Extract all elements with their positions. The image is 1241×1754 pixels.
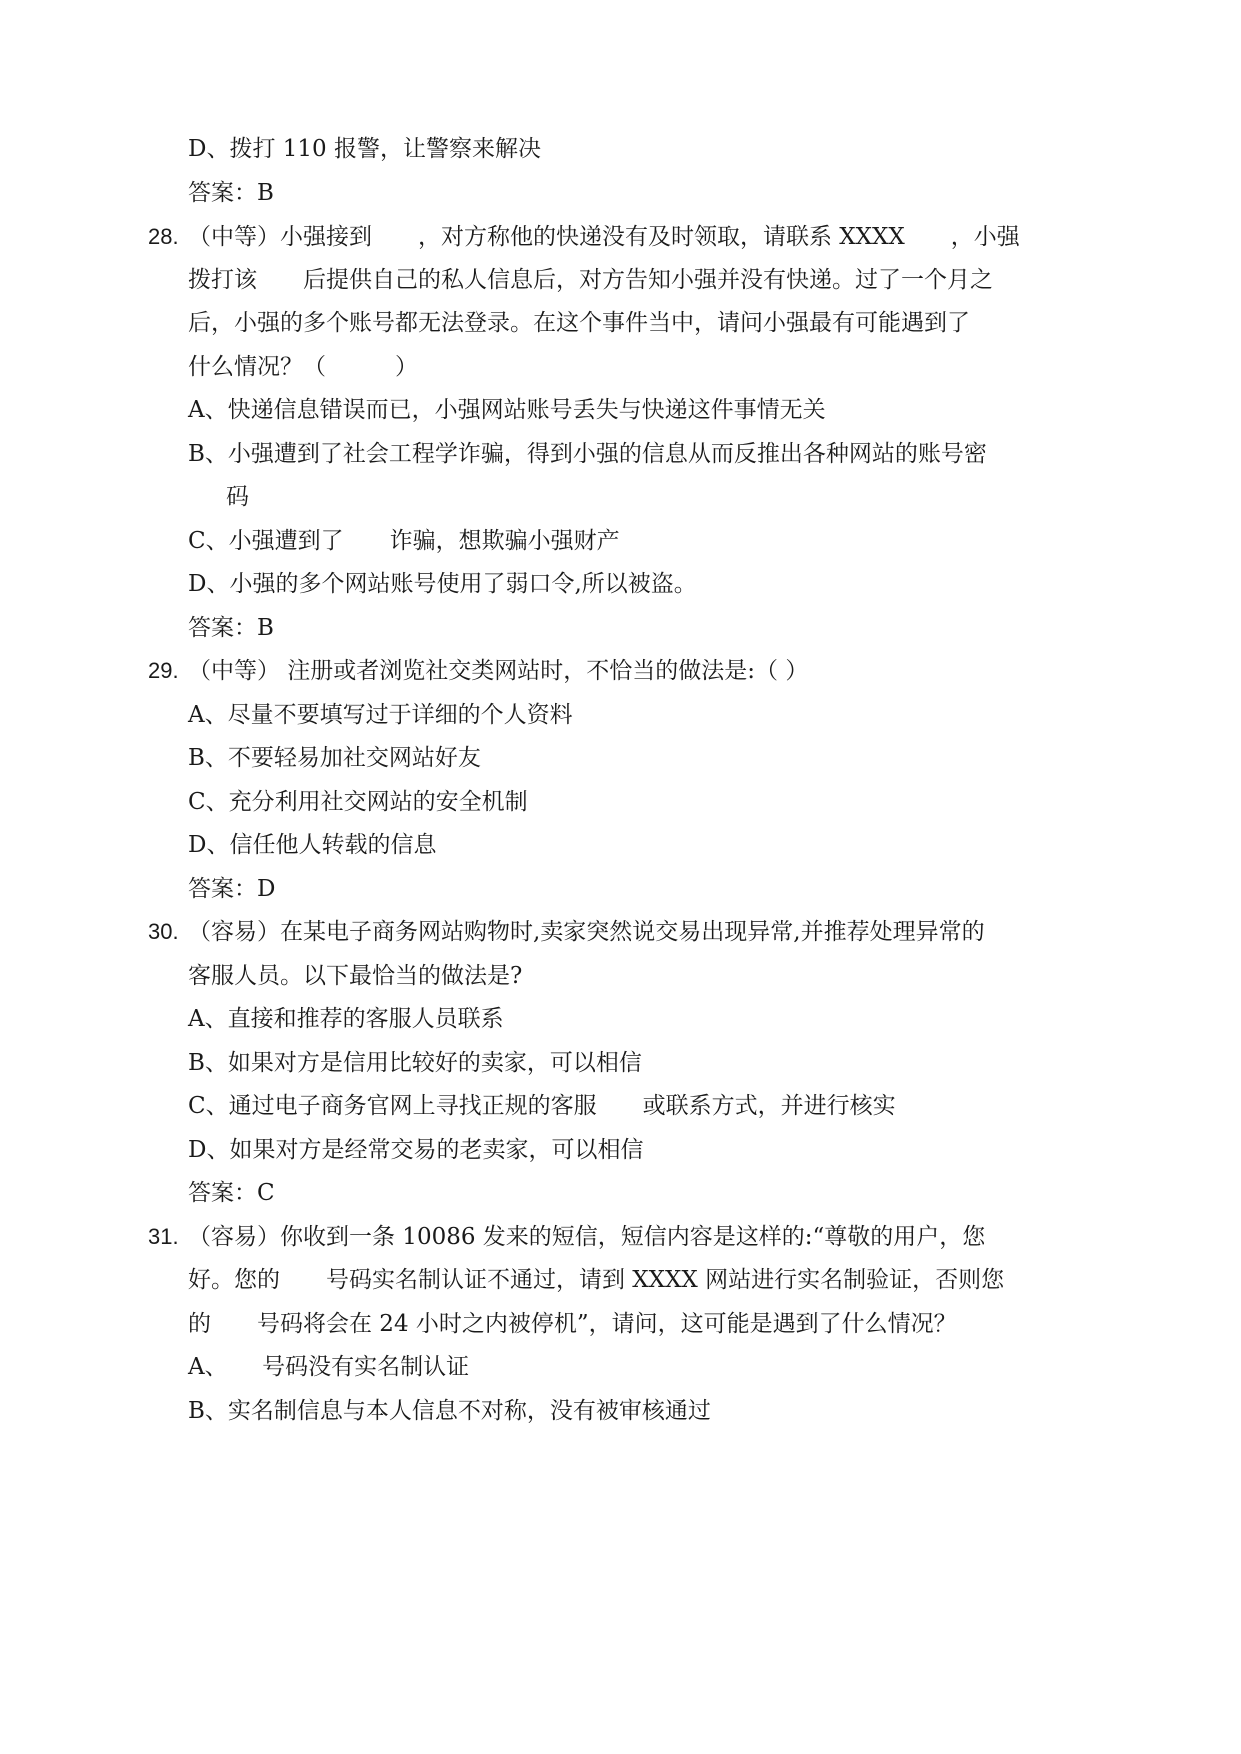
q30-text-line2: 客服人员。以下最恰当的做法是? — [188, 963, 523, 989]
q29-text-line1: （中等） 注册或者浏览社交类网站时，不恰当的做法是:（ ） — [188, 658, 809, 684]
q29-option-a: A、尽量不要填写过于详细的个人资料 — [188, 702, 573, 728]
q30-answer: 答案：C — [188, 1180, 275, 1206]
q30-option-d: D、如果对方是经常交易的老卖家，可以相信 — [188, 1137, 644, 1163]
q28-option-c: C、小强遭到了 诈骗，想欺骗小强财产 — [188, 528, 620, 554]
q28-text-line3: 后，小强的多个账号都无法登录。在这个事件当中，请问小强最有可能遇到了 — [188, 310, 970, 336]
q31-option-b: B、实名制信息与本人信息不对称，没有被审核通过 — [188, 1398, 711, 1424]
q28-answer: 答案：B — [188, 615, 274, 641]
q30-option-a: A、直接和推荐的客服人员联系 — [188, 1006, 504, 1032]
q29-option-c: C、充分利用社交网站的安全机制 — [188, 789, 528, 815]
q31-text-line1: （容易）你收到一条 10086 发来的短信，短信内容是这样的:“尊敬的用户，您 — [188, 1224, 986, 1250]
q31-option-a: A、 号码没有实名制认证 — [188, 1354, 470, 1380]
q27-option-d: D、拨打 110 报警，让警察来解决 — [188, 136, 541, 162]
q28-option-a: A、快递信息错误而已，小强网站账号丢失与快递这件事情无关 — [188, 397, 826, 423]
q27-answer: 答案：B — [188, 180, 274, 206]
q28-option-b-line2: 码 — [226, 484, 249, 510]
q30-number: 30. — [148, 919, 179, 944]
q29-option-b: B、不要轻易加社交网站好友 — [188, 745, 481, 771]
q28-option-d: D、小强的多个网站账号使用了弱口令,所以被盗。 — [188, 571, 697, 597]
q30-option-c: C、通过电子商务官网上寻找正规的客服 或联系方式，并进行核实 — [188, 1093, 896, 1119]
q31-text-line3: 的 号码将会在 24 小时之内被停机”，请问，这可能是遇到了什么情况？ — [188, 1311, 957, 1337]
q31-text-line2: 好。您的 号码实名制认证不通过，请到 XXXX 网站进行实名制验证，否则您 — [188, 1267, 1005, 1293]
q29-answer: 答案：D — [188, 876, 276, 902]
q28-text-line1: （中等）小强接到 ，对方称他的快递没有及时领取，请联系 XXXX ，小强 — [188, 224, 1020, 250]
q29-number: 29. — [148, 658, 179, 683]
q28-text-line2: 拨打该 后提供自己的私人信息后，对方告知小强并没有快递。过了一个月之 — [188, 267, 993, 293]
q28-number: 28. — [148, 224, 179, 249]
q28-text-line4: 什么情况？（ ） — [188, 354, 418, 380]
q30-option-b: B、如果对方是信用比较好的卖家，可以相信 — [188, 1050, 642, 1076]
q30-text-line1: （容易）在某电子商务网站购物时,卖家突然说交易出现异常,并推荐处理异常的 — [188, 919, 985, 945]
q31-number: 31. — [148, 1224, 179, 1249]
q29-option-d: D、信任他人转载的信息 — [188, 832, 437, 858]
q28-option-b-line1: B、小强遭到了社会工程学诈骗，得到小强的信息从而反推出各种网站的账号密 — [188, 441, 987, 467]
